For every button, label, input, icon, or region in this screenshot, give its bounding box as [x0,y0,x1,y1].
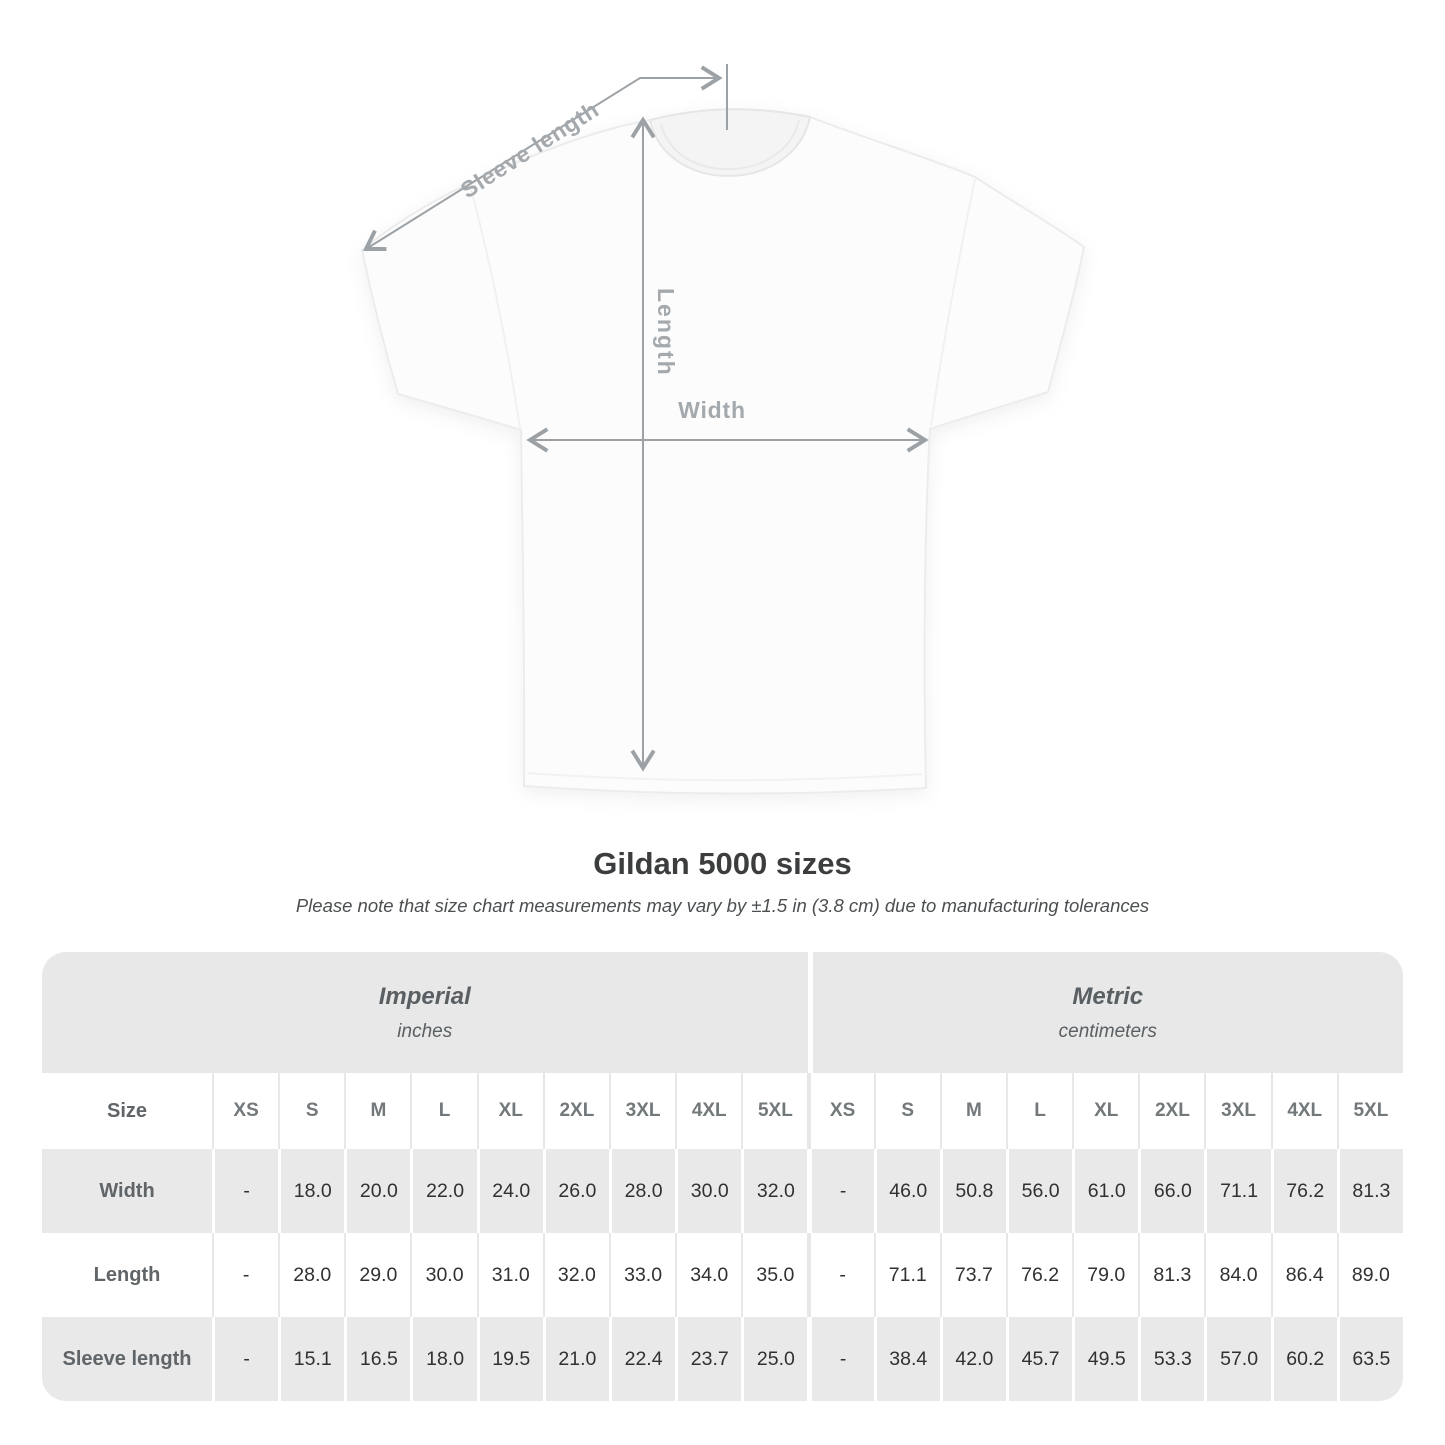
width-imperial-m: 20.0 [344,1149,410,1233]
width-imperial-l: 22.0 [410,1149,476,1233]
sleeve-metric-xs: - [807,1317,873,1401]
size-header: XS [212,1073,278,1149]
length-imperial-5xl: 35.0 [741,1233,807,1317]
sleeve-length-label: Sleeve length [455,95,604,204]
imperial-label: Imperial [378,982,471,1010]
width-metric-3xl: 71.1 [1204,1149,1270,1233]
sleeve-metric-3xl: 57.0 [1204,1317,1270,1401]
length-imperial-m: 29.0 [344,1233,410,1317]
length-imperial-4xl: 34.0 [675,1233,741,1317]
length-metric-m: 73.7 [940,1233,1006,1317]
width-metric-xs: - [807,1149,873,1233]
length-metric-xs: - [807,1233,873,1317]
metric-unit: centimeters [1058,1020,1157,1042]
length-metric-s: 71.1 [874,1233,940,1317]
size-header: XL [1072,1073,1138,1149]
table-row-length [42,1233,1403,1317]
metric-group-header [808,952,1404,1073]
sleeve-metric-2xl: 53.3 [1138,1317,1204,1401]
size-header: S [874,1073,940,1149]
sleeve-imperial-l: 18.0 [410,1317,476,1401]
sleeve-imperial-2xl: 21.0 [543,1317,609,1401]
width-metric-s: 46.0 [874,1149,940,1233]
width-imperial-5xl: 32.0 [741,1149,807,1233]
size-header: 2XL [1138,1073,1204,1149]
length-metric-4xl: 86.4 [1271,1233,1337,1317]
size-header: 5XL [741,1073,807,1149]
size-header: M [940,1073,1006,1149]
sleeve-metric-s: 38.4 [874,1317,940,1401]
sleeve-imperial-4xl: 23.7 [675,1317,741,1401]
sleeve-metric-5xl: 63.5 [1337,1317,1403,1401]
unit-group-row [42,952,1403,1073]
sleeve-imperial-5xl: 25.0 [741,1317,807,1401]
width-imperial-xs: - [212,1149,278,1233]
width-metric-5xl: 81.3 [1337,1149,1403,1233]
size-column-header: Size [106,1099,148,1122]
imperial-unit: inches [397,1020,453,1042]
width-metric-l: 56.0 [1006,1149,1072,1233]
row-label: Width [99,1179,155,1202]
size-header-row [42,1073,1403,1149]
table-row-sleeve-length [42,1317,1403,1401]
length-imperial-l: 30.0 [410,1233,476,1317]
length-imperial-s: 28.0 [278,1233,344,1317]
tshirt-shape [362,109,1084,793]
length-metric-2xl: 81.3 [1138,1233,1204,1317]
page-title: Gildan 5000 sizes [593,846,852,881]
size-header: L [410,1073,476,1149]
sleeve-imperial-s: 15.1 [278,1317,344,1401]
tolerance-note: Please note that size chart measurements may vary by ±1.5 in (3.8 cm) due to manufacturing tolerances [295,895,1150,916]
sleeve-imperial-3xl: 22.4 [609,1317,675,1401]
width-label: Width [678,397,746,423]
length-metric-3xl: 84.0 [1204,1233,1270,1317]
length-imperial-xl: 31.0 [477,1233,543,1317]
width-metric-xl: 61.0 [1072,1149,1138,1233]
length-metric-xl: 79.0 [1072,1233,1138,1317]
size-table [42,952,1403,1401]
sleeve-metric-l: 45.7 [1006,1317,1072,1401]
width-imperial-xl: 24.0 [477,1149,543,1233]
size-header: 3XL [609,1073,675,1149]
imperial-group-header [42,952,808,1073]
size-header: 3XL [1204,1073,1270,1149]
width-imperial-s: 18.0 [278,1149,344,1233]
size-header: 2XL [543,1073,609,1149]
length-imperial-2xl: 32.0 [543,1233,609,1317]
length-label: Length [653,288,679,377]
width-metric-2xl: 66.0 [1138,1149,1204,1233]
length-metric-l: 76.2 [1006,1233,1072,1317]
size-header: S [278,1073,344,1149]
sleeve-imperial-xs: - [212,1317,278,1401]
size-header: L [1006,1073,1072,1149]
width-imperial-2xl: 26.0 [543,1149,609,1233]
size-header: 5XL [1337,1073,1403,1149]
size-header: 4XL [1271,1073,1337,1149]
row-label: Length [93,1263,161,1286]
sleeve-imperial-m: 16.5 [344,1317,410,1401]
sleeve-imperial-xl: 19.5 [477,1317,543,1401]
sleeve-metric-4xl: 60.2 [1271,1317,1337,1401]
width-metric-m: 50.8 [940,1149,1006,1233]
size-header: XS [807,1073,873,1149]
width-imperial-3xl: 28.0 [609,1149,675,1233]
size-header: 4XL [675,1073,741,1149]
size-header: M [344,1073,410,1149]
width-metric-4xl: 76.2 [1271,1149,1337,1233]
table-row-width [42,1149,1403,1233]
sleeve-metric-m: 42.0 [940,1317,1006,1401]
row-label: Sleeve length [62,1347,192,1370]
length-metric-5xl: 89.0 [1337,1233,1403,1317]
length-imperial-xs: - [212,1233,278,1317]
metric-label: Metric [1072,982,1144,1010]
width-imperial-4xl: 30.0 [675,1149,741,1233]
sleeve-metric-xl: 49.5 [1072,1317,1138,1401]
length-imperial-3xl: 33.0 [609,1233,675,1317]
title-block [0,846,1445,917]
size-header: XL [477,1073,543,1149]
